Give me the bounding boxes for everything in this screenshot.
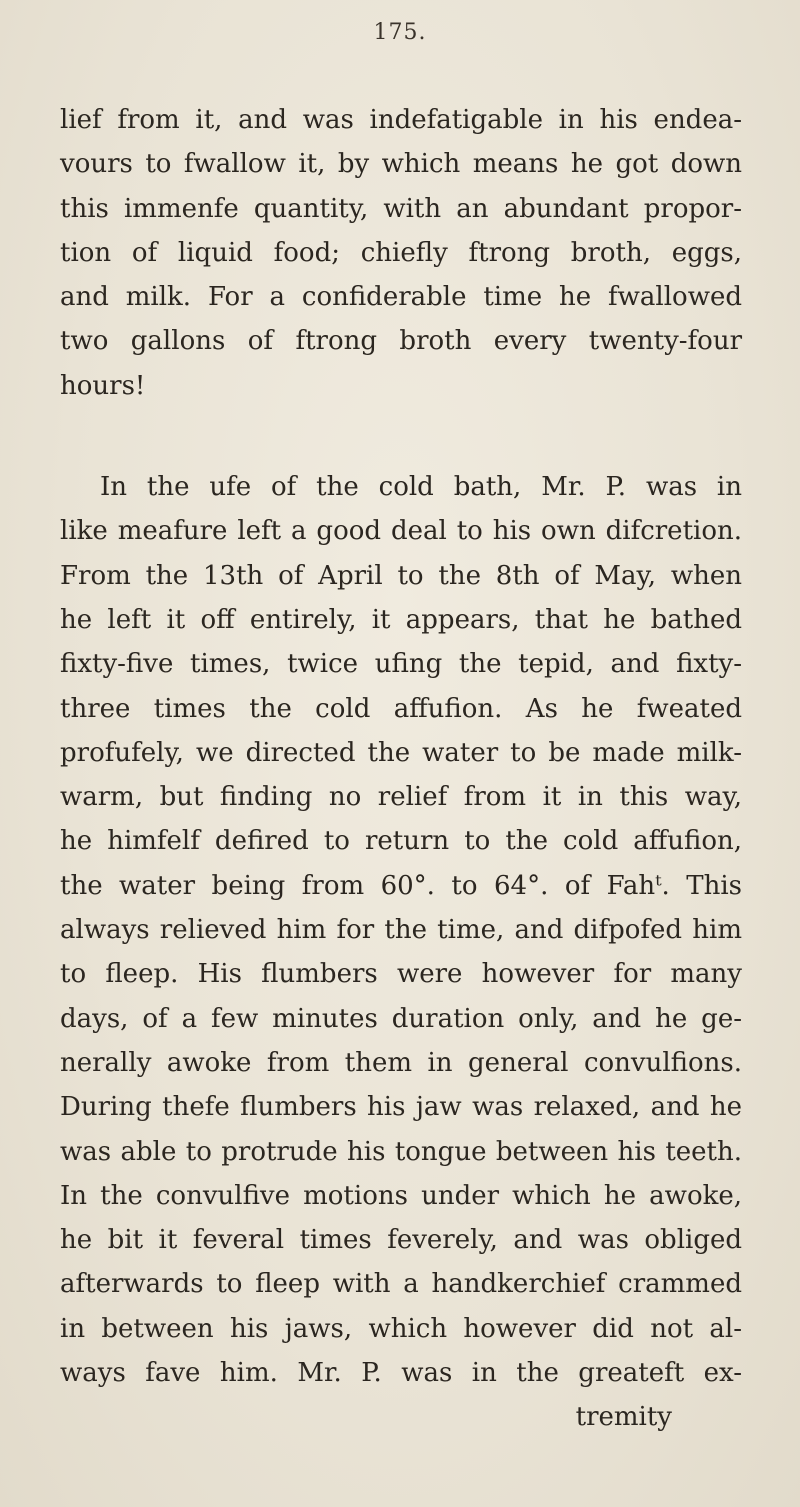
text-line: always relieved him for the time, and difpofed him: [60, 915, 742, 946]
text-line: afterwards to fleep with a handkerchief crammed: [60, 1269, 742, 1300]
text-line: During thefe flumbers his jaw was relaxed, and he: [60, 1092, 742, 1123]
text-line: this immenfe quantity, with an abundant propor-: [60, 193, 742, 224]
text-line: profufely, we directed the water to be made milk-: [60, 737, 742, 768]
text-line: From the 13th of April to the 8th of May, when: [60, 560, 742, 591]
text-line: like meafure left a good deal to his own difcretion.: [60, 516, 742, 547]
text-line: he left it off entirely, it appears, that he bathed: [60, 604, 742, 635]
text-line: to fleep. His flumbers were however for many: [60, 959, 742, 990]
body-text: [60, 98, 742, 1440]
text-line: ways fave him. Mr. P. was in the greateft ex-: [60, 1358, 742, 1389]
paragraph-1: [60, 98, 742, 408]
text-line: In the convulfive motions under which he awoke,: [60, 1180, 742, 1211]
text-line: In the ufe of the cold bath, Mr. P. was in: [100, 472, 742, 503]
text-line: tion of liquid food; chiefly ftrong broth, eggs,: [60, 237, 742, 268]
page-number: 175.: [373, 20, 427, 45]
text-line: warm, but finding no relief from it in this way,: [60, 782, 742, 813]
text-line: he himfelf defired to return to the cold affufion,: [60, 826, 742, 857]
paragraph-gap: [60, 408, 742, 465]
text-line: and milk. For a confiderable time he fwallowed: [60, 282, 742, 313]
text-line: hours!: [60, 370, 146, 401]
paragraph-2: [60, 465, 742, 1395]
text-line: days, of a few minutes duration only, and he ge-: [60, 1003, 742, 1034]
text-line: lief from it, and was indefatigable in his endea-: [60, 105, 742, 135]
catchword: tremity: [575, 1402, 672, 1433]
text-line: two gallons of ftrong broth every twenty-four: [60, 326, 742, 357]
text-line: fixty-five times, twice ufing the tepid, and fixty-: [60, 649, 742, 680]
text-line: vours to fwallow it, by which means he got down: [60, 149, 742, 180]
text-line: the water being from 60°. to 64°. of Fahᵗ. This: [60, 870, 742, 901]
text-line: in between his jaws, which however did not al-: [60, 1313, 742, 1344]
text-line: nerally awoke from them in general convulfions.: [60, 1047, 742, 1078]
text-line: he bit it feveral times feverely, and was obliged: [60, 1225, 742, 1256]
text-line: three times the cold affufion. As he fweated: [60, 693, 742, 724]
text-line: was able to protrude his tongue between his teeth.: [60, 1136, 742, 1167]
